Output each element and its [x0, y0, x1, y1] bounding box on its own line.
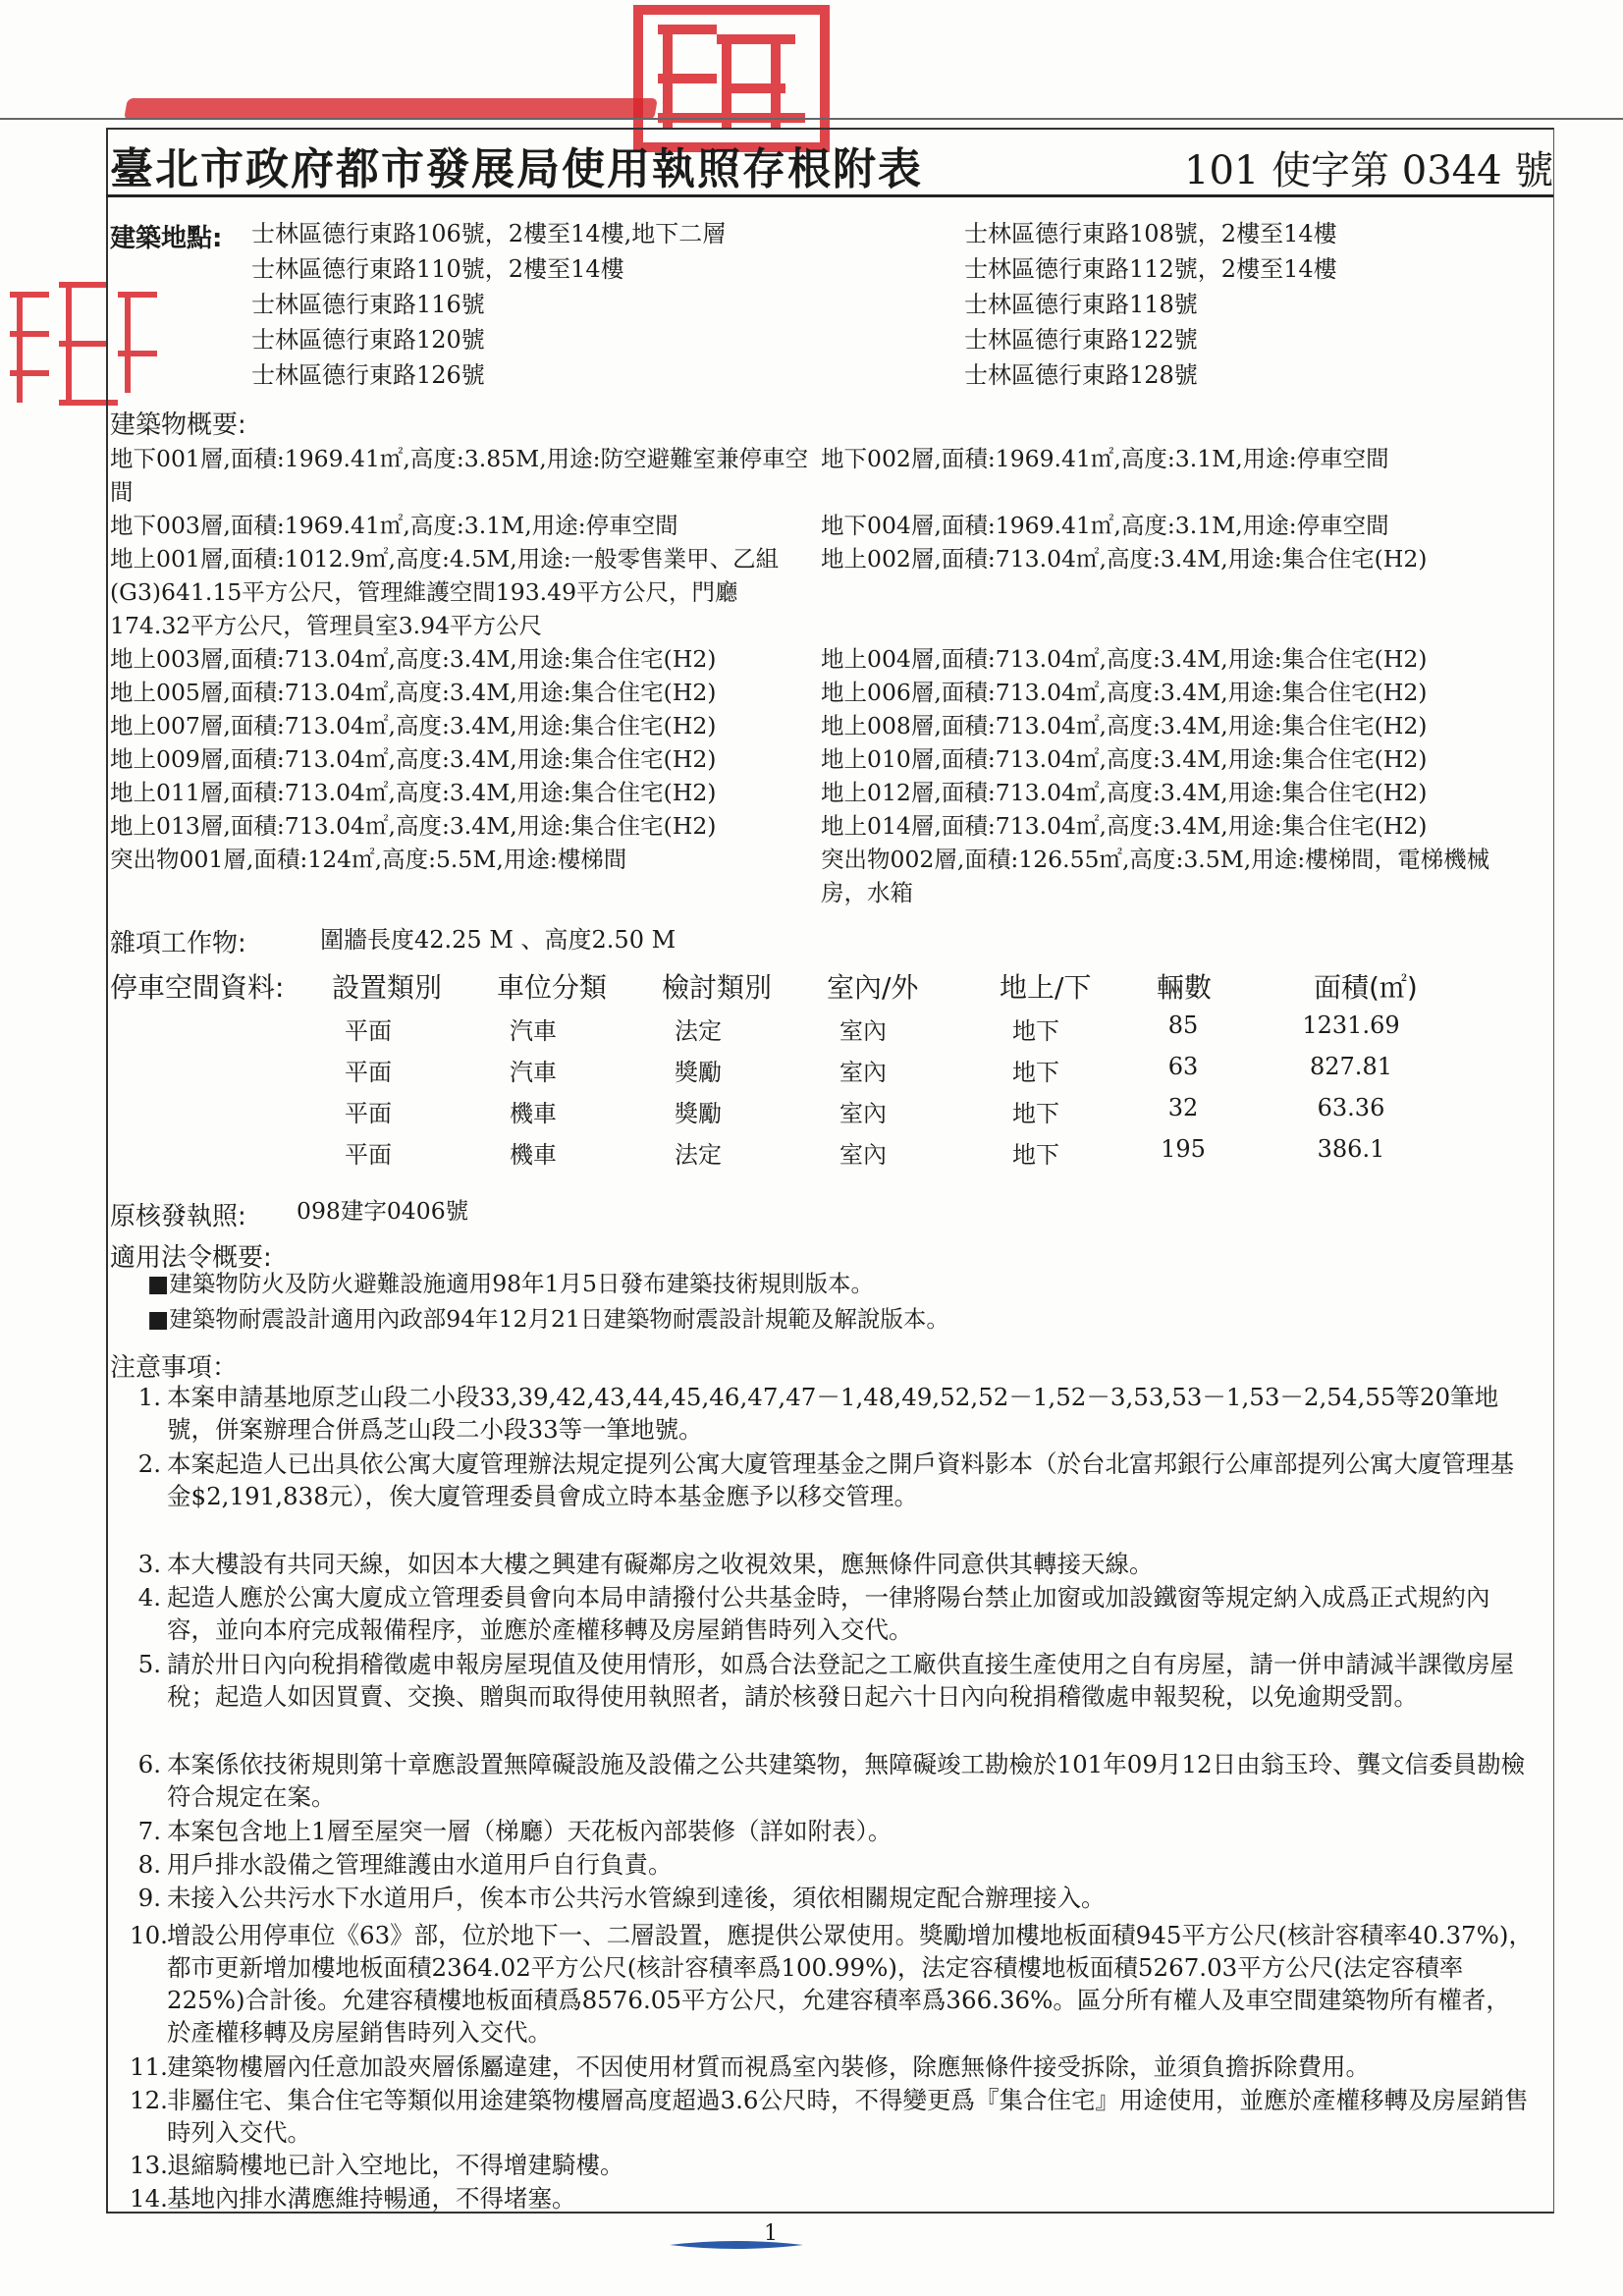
location-left-1: 士林區德行東路106號，2樓至14樓,地下二層: [251, 220, 727, 247]
note-item: [130, 1548, 1534, 1580]
note-text: 建築物樓層內任意加設夾層係屬違建，不因使用材質而視爲室內裝修，除應無條件接受拆除，並須負擔拆除費用。: [167, 2052, 1370, 2081]
note-item: [130, 1581, 1534, 1646]
notes-label: 注意事項：: [110, 1353, 239, 1383]
note-item: [130, 1648, 1534, 1713]
note-text: 退縮騎樓地已計入空地比，不得增建騎樓。: [167, 2151, 624, 2179]
parking-header-review: 檢討類別: [662, 971, 773, 1004]
parking-cell: 獎勵: [675, 1100, 722, 1127]
note-number: 3.: [137, 1550, 161, 1578]
location-right-4: 士林區德行東路122號: [964, 326, 1198, 354]
note-text: 用戶排水設備之管理維護由水道用戶自行負責。: [167, 1850, 673, 1879]
location-left-3: 士林區德行東路116號: [251, 291, 485, 318]
note-number: 4.: [137, 1583, 161, 1612]
overview-right-5: 地上006層,面積:713.04㎡,高度:3.4M,用途:集合住宅(H2): [821, 679, 1428, 706]
overview-right-4: 地上004層,面積:713.04㎡,高度:3.4M,用途:集合住宅(H2): [821, 645, 1428, 673]
note-item: [130, 1882, 1534, 1914]
overview-left-4: 地上003層,面積:713.04㎡,高度:3.4M,用途:集合住宅(H2): [110, 645, 717, 673]
original-value: 098建字0406號: [297, 1197, 469, 1225]
parking-cell: 32: [1167, 1094, 1199, 1121]
note-number: 12.: [130, 2086, 168, 2114]
note-number: 11.: [130, 2052, 168, 2081]
page-swoosh: [668, 2239, 805, 2253]
note-number: 9.: [137, 1884, 161, 1912]
parking-cell: 1231.69: [1302, 1011, 1400, 1039]
note-text: 增設公用停車位《63》部，位於地下一、二層設置，應提供公眾使用。獎勵增加樓地板面積945平方公尺(核計容積率40.37%)，都市更新增加樓地板面積2364.02平方公尺(核計容積率爲100.99%)，法定容積樓地板面積5267.03平方公尺(法定容積率225%)合計後。允建容積樓地板面積爲8576.05平方公尺，允建容積率爲366.36%。區分所有權人及車空間建築物所有權者，於產權移轉及房屋銷售時列入交代。: [167, 1921, 1533, 2047]
note-item: [130, 2149, 1534, 2181]
note-text: 起造人應於公寓大廈成立管理委員會向本局申請撥付公共基金時，一律將陽台禁止加窗或加設鐵窗等規定納入成爲正式規約內容，並向本府完成報備程序，並應於產權移轉及房屋銷售時列入交代。: [167, 1583, 1490, 1644]
note-text: 本大樓設有共同天線，如因本大樓之興建有礙鄰房之收視效果，應無條件同意供其轉接天線。: [167, 1550, 1154, 1578]
location-right-1: 士林區德行東路108號，2樓至14樓: [964, 220, 1337, 247]
location-right-5: 士林區德行東路128號: [964, 361, 1198, 389]
overview-left-2: 地下003層,面積:1969.41㎡,高度:3.1M,用途:停車空間: [110, 512, 678, 539]
law-label: 適用法令概要:: [110, 1243, 272, 1273]
note-text: 本案係依技術規則第十章應設置無障礙設施及設備之公共建築物，無障礙竣工勘檢於101年09月12日由翁玉玲、龔文信委員勘檢符合規定在案。: [167, 1750, 1526, 1811]
parking-label: 停車空間資料:: [110, 971, 285, 1004]
parking-cell: 地下: [1012, 1017, 1059, 1045]
note-number: 2.: [137, 1449, 161, 1478]
note-number: 13.: [130, 2151, 168, 2179]
note-item: [130, 1448, 1534, 1512]
parking-cell: 地下: [1012, 1059, 1059, 1086]
overview-right-10: 突出物002層,面積:126.55㎡,高度:3.5M,用途:樓梯間，電梯機械房，水箱: [821, 846, 1490, 906]
note-text: 基地內排水溝應維持暢通，不得堵塞。: [167, 2184, 576, 2213]
note-item: [130, 1748, 1534, 1813]
parking-cell: 獎勵: [675, 1059, 722, 1086]
note-number: 5.: [137, 1650, 161, 1678]
parking-header-indoor: 室內/外: [827, 971, 919, 1004]
overview-left-5: 地上005層,面積:713.04㎡,高度:3.4M,用途:集合住宅(H2): [110, 679, 717, 706]
top-rule: [0, 118, 1623, 120]
parking-header-area: 面積(㎡): [1314, 971, 1418, 1004]
misc-label: 雜項工作物:: [110, 929, 246, 958]
overview-right-7: 地上010層,面積:713.04㎡,高度:3.4M,用途:集合住宅(H2): [821, 745, 1428, 773]
document-title: 臺北市政府都市發展局使用執照存根附表: [110, 144, 923, 194]
location-left-2: 士林區德行東路110號，2樓至14樓: [251, 255, 624, 283]
parking-cell: 地下: [1012, 1100, 1059, 1127]
parking-cell: 平面: [345, 1141, 392, 1169]
location-right-3: 士林區德行東路118號: [964, 291, 1198, 318]
parking-cell: 地下: [1012, 1141, 1059, 1169]
overview-left-10: 突出物001層,面積:124㎡,高度:5.5M,用途:樓梯間: [110, 846, 627, 873]
note-text: 本案起造人已出具依公寓大廈管理辦法規定提列公寓大廈管理基金之開戶資料影本（於台北富邦銀行公庫部提列公寓大廈管理基金$2,191,838元），俟大廈管理委員會成立時本基金應予以移交管理。: [167, 1449, 1514, 1510]
note-text: 未接入公共污水下水道用戶，俟本市公共污水管線到達後，須依相關規定配合辦理接入。: [167, 1884, 1106, 1912]
misc-value: 圍牆長度42.25 M 、高度2.50 M: [320, 926, 676, 954]
parking-cell: 平面: [345, 1017, 392, 1045]
parking-cell: 室內: [839, 1100, 887, 1127]
overview-right-3: 地上002層,面積:713.04㎡,高度:3.4M,用途:集合住宅(H2): [821, 545, 1428, 573]
parking-header-level: 地上/下: [1000, 971, 1092, 1004]
note-text: 非屬住宅、集合住宅等類似用途建築物樓層高度超過3.6公尺時，不得變更爲『集合住宅』用途使用，並應於產權移轉及房屋銷售時列入交代。: [167, 2086, 1529, 2147]
parking-header-count: 輛數: [1157, 971, 1213, 1004]
overview-left-9: 地上013層,面積:713.04㎡,高度:3.4M,用途:集合住宅(H2): [110, 812, 717, 840]
parking-cell: 195: [1161, 1135, 1206, 1163]
parking-cell: 85: [1167, 1011, 1199, 1039]
location-left-4: 士林區德行東路120號: [251, 326, 485, 354]
note-text: 本案申請基地原芝山段二小段33,39,42,43,44,45,46,47,47－1,48,49,52,52－1,52－3,53,53－1,53－2,54,55等20筆地號，併案辦理合併爲芝山段二小段33等一筆地號。: [167, 1383, 1499, 1444]
overview-right-9: 地上014層,面積:713.04㎡,高度:3.4M,用途:集合住宅(H2): [821, 812, 1428, 840]
parking-header-type: 設置類別: [332, 971, 443, 1004]
overview-left-8: 地上011層,面積:713.04㎡,高度:3.4M,用途:集合住宅(H2): [110, 779, 717, 806]
note-item: [130, 1381, 1534, 1446]
note-number: 10.: [130, 1921, 168, 1949]
parking-cell: 室內: [839, 1017, 887, 1045]
parking-cell: 平面: [345, 1100, 392, 1127]
law-item-2: ■建築物耐震設計適用內政部94年12月21日建築物耐震設計規範及解說版本。: [147, 1305, 949, 1333]
note-item: [130, 2050, 1534, 2083]
note-item: [130, 2084, 1534, 2149]
note-item: [130, 2182, 1534, 2214]
title-rule: [106, 194, 1553, 197]
note-number: 1.: [137, 1383, 161, 1411]
parking-cell: 室內: [839, 1141, 887, 1169]
document-number: 101 使字第 0344 號: [1184, 148, 1554, 193]
overview-right-1: 地下002層,面積:1969.41㎡,高度:3.1M,用途:停車空間: [821, 445, 1389, 472]
parking-cell: 63.36: [1317, 1094, 1385, 1121]
note-number: 8.: [137, 1850, 161, 1879]
parking-cell: 室內: [839, 1059, 887, 1086]
overview-left-7: 地上009層,面積:713.04㎡,高度:3.4M,用途:集合住宅(H2): [110, 745, 717, 773]
location-left-5: 士林區德行東路126號: [251, 361, 485, 389]
note-item: [130, 1848, 1534, 1881]
original-label: 原核發執照:: [110, 1202, 246, 1231]
note-item: [130, 1919, 1534, 2049]
parking-cell: 機車: [510, 1141, 557, 1169]
note-number: 6.: [137, 1750, 161, 1778]
location-right-2: 士林區德行東路112號，2樓至14樓: [964, 255, 1337, 283]
parking-cell: 法定: [675, 1141, 722, 1169]
overview-right-8: 地上012層,面積:713.04㎡,高度:3.4M,用途:集合住宅(H2): [821, 779, 1428, 806]
parking-cell: 汽車: [510, 1059, 557, 1086]
note-number: 14.: [130, 2184, 168, 2213]
parking-cell: 386.1: [1317, 1135, 1385, 1163]
parking-cell: 63: [1167, 1053, 1199, 1080]
note-text: 請於卅日內向稅捐稽徵處申報房屋現值及使用情形，如爲合法登記之工廠供直接生產使用之自有房屋，請一併申請減半課徵房屋稅；起造人如因買賣、交換、贈與而取得使用執照者，請於核發日起六十日內向稅捐稽徵處申報契稅，以免逾期受罰。: [167, 1650, 1514, 1711]
note-text: 本案包含地上1層至屋突一層（梯廳）天花板內部裝修（詳如附表）。: [167, 1817, 893, 1845]
parking-cell: 平面: [345, 1059, 392, 1086]
overview-left-3: 地上001層,面積:1012.9㎡,高度:4.5M,用途:一般零售業甲、乙組(G3)641.15平方公尺，管理維護空間193.49平方公尺，門廳174.32平方公尺，管理員室3.94平方公尺: [110, 545, 780, 639]
overview-right-6: 地上008層,面積:713.04㎡,高度:3.4M,用途:集合住宅(H2): [821, 712, 1428, 739]
parking-cell: 法定: [675, 1017, 722, 1045]
note-item: [130, 1815, 1534, 1847]
overview-left-1: 地下001層,面積:1969.41㎡,高度:3.85M,用途:防空避難室兼停車空間: [110, 445, 809, 506]
parking-header-class: 車位分類: [497, 971, 608, 1004]
page-number: 1: [764, 2221, 778, 2246]
parking-cell: 827.81: [1310, 1053, 1392, 1080]
overview-right-2: 地下004層,面積:1969.41㎡,高度:3.1M,用途:停車空間: [821, 512, 1389, 539]
parking-cell: 機車: [510, 1100, 557, 1127]
overview-left-6: 地上007層,面積:713.04㎡,高度:3.4M,用途:集合住宅(H2): [110, 712, 717, 739]
red-stroke-mark: [124, 98, 658, 120]
parking-cell: 汽車: [510, 1017, 557, 1045]
location-label: 建築地點:: [110, 224, 223, 253]
note-number: 7.: [137, 1817, 161, 1845]
law-item-1: ■建築物防火及防火避難設施適用98年1月5日發布建築技術規則版本。: [147, 1270, 875, 1297]
overview-label: 建築物概要:: [110, 410, 246, 440]
